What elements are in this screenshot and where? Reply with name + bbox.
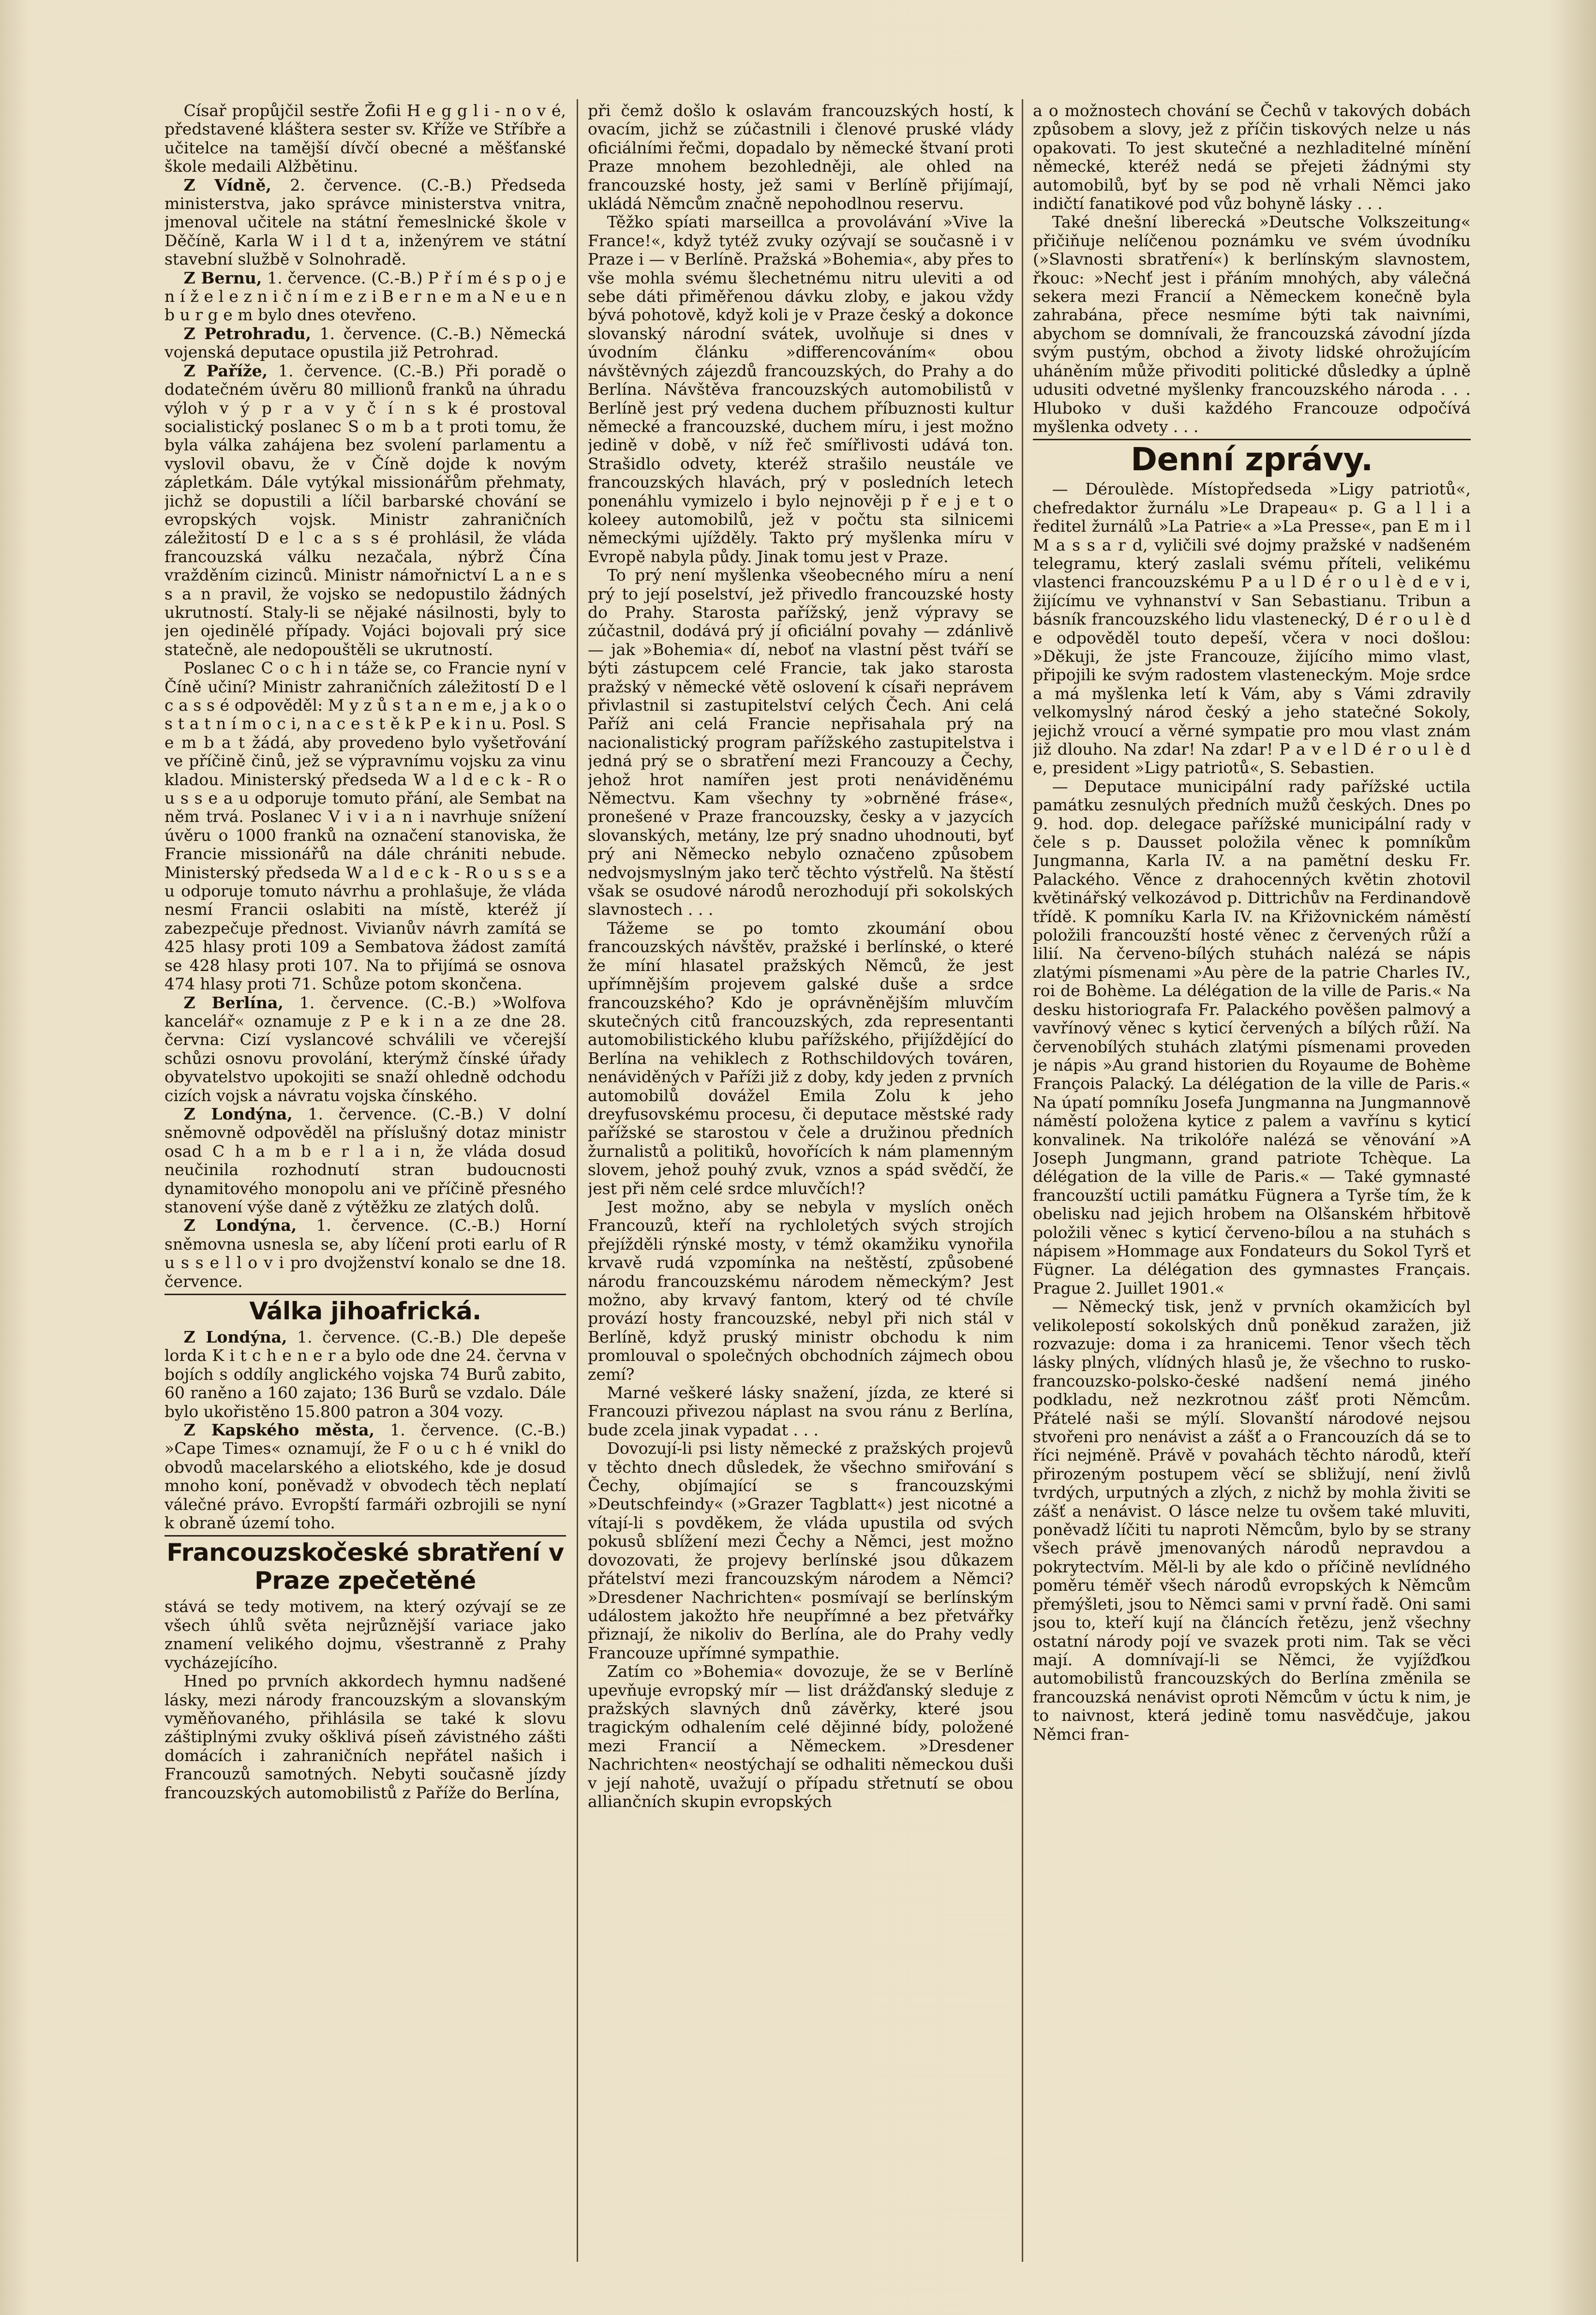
paragraph: a o možnostech chování se Čechů v takových dobách způsobem a slovy, jež z příčin tiskových nelze u nás opakovati. To jest skutečné a nezhladitelné mínění německé, kteréž nedá se přejeti žádnými sty automobilů, byť by se pod ně vrhali Němci jako indičtí fanatikové pod vůz bohyně lásky . . . [1033, 102, 1471, 213]
paragraph-text: 1. července. (C.-B.) Při poradě o dodatečném úvěru 80 millionů franků na úhradu výloh v ý p r a v y č í n s k é prostoval socialistický poslanec S o m b a t proti tomu, že byla válka zahájena bez svolení parlamentu a vyslovil obavu, že v Číně dojde k novým zápletkám. Dále vytýkal missionářům přehmaty, jichž se dopustili a líčil barbarské chování se evropských vojsk. Ministr zahraničních záležitostí D e l c a s s é prohlásil, že vláda francouzská válku nezačala, nýbrž Čína vražděním cizinců. Ministr námořnictví L a n e s s a n pravil, že vojsko se nedopustilo žádných ukrutností. Staly-li se nějaké násilnosti, byly to jen ojedinělé případy. Vojáci bojovali prý sice statečně, ale nedopouštěli se ukrutností. [164, 361, 566, 659]
paragraph-text: 1. července. (C.-B.) P ř í m é s p o j e n í ž e l e z n i č n í m e z i B e r n e m a N e u e n b u r g e m bylo dnes otevřeno. [164, 268, 566, 325]
section-heading: Denní zprávy. [1033, 439, 1471, 477]
section-heading: Válka jihoafrická. [164, 1294, 566, 1325]
column-left [164, 102, 566, 2298]
paragraph-text: 1. července. (C.-B.) Dle depeše lorda K i t c h e n e r a bylo ode dne 24. června v bojích s oddíly anglického vojska 74 Burů zabito, 60 raněno a 160 zajato; 136 Burů se vzdalo. Dále bylo ukořistěno 15.800 patron a 304 vozy. [164, 1328, 566, 1421]
paragraph: stává se tedy motivem, na který ozývají se ze všech úhlů světa nejrůznější variace jako znamení velikého dojmu, všestranně z Prahy vycházejícího. [164, 1597, 566, 1672]
paragraph [164, 1328, 566, 1421]
dateline: Z Londýna, [183, 1104, 293, 1123]
paragraph: — Deputace municipální rady pařížské uctila památku zesnulých předních mužů českých. Dnes po 9. hod. dop. delegace pařížské municipální rady v čele s p. Dausset položila věnec k pomníkům Jungmanna, Karla IV. a na pamětní desku Fr. Palackého. Věnce z drahocenných květin zhotovil květinářský velkozávod p. Dittrichův na Ferdinandově třídě. K pomníku Karla IV. na Křižovnickém náměstí položili francouzští hosté věnec z červených růží a lilií. Na červeno-bílých stuhách nalézá se nápis zlatými písmenami »Au père de la patrie Charles IV., roi de Bohème. La délégation de la ville de Paris.« Na desku historiografa Fr. Palackého pověšen palmový a vavřínový věnec s kyticí červených a bílých růží. Na červenobílých stuhách zlatými písmenami proveden je nápis »Au grand historien du Royaume de Bohème François Palacký. La délégation de la ville de Paris.« Na úpatí pomníku Josefa Jungmanna na Jungmannově náměstí položena kytice z palem a vavřínu s kyticí konvalinek. Na trikolóře nalézá se věnování »A Joseph Jungmann, grand patriote Tchèque. La délégation de la ville de Paris.« — Také gymnasté francouzští uctili památku Fügnera a Tyrše tím, že k obelisku nad jejich hrobem na Olšanském hřbitově položili věnec s kyticí červeno-bílou a na stuhách s nápisem »Hommage aux Fondateurs du Sokol Tyrš et Fügner. La délégation des gymnastes Français. Prague 2. Juillet 1901.« [1033, 777, 1471, 1298]
paragraph-text: 1. července. (C.-B.) Německá vojenská deputace opustila již Petrohrad. [164, 324, 566, 362]
column-rule [1022, 99, 1023, 2262]
section-heading: Francouzskočeské sbratření v Praze zpečetěné [164, 1535, 566, 1595]
dateline: Z Londýna, [183, 1328, 287, 1346]
paragraph [164, 325, 566, 362]
column-rule [577, 99, 578, 2262]
paragraph: Jest možno, aby se nebyla v myslích oněch Francouzů, kteří na rychloletých svých strojích přejížděli rýnské mosty, v témž okamžiku vynořila krvavě rudá vzpomínka na neštěstí, způsobené národu francouzskému národem německým? Jest možno, aby krvavý fantom, který od té chvíle provází hosty francouzské, nebyl při nich stál v Berlíně, když pruský ministr obchodu k nim promlouval o společných obchodních zájmech obou zemí? [588, 1197, 1014, 1384]
paragraph: Tážeme se po tomto zkoumání obou francouzských návštěv, pražské i berlínské, o které že míní hlasatel pražských Němců, že jest upřímnějším projevem galské duše a srdce francouzského? Kdo je oprávněnějším mluvčím skutečných citů francouzských, zda representanti automobilistického klubu pařížského, přijíždějící do Berlína na vehiklech z Rothschildových továren, nenáviděných v Paříži již z doby, kdy jeden z prvních automobilů dovážel Emila Zolu k jeho dreyfusovskému procesu, či deputace městské rady pařížské se starostou v čele a družinou předních žurnalistů a politiků, hovořících k nám plamenným slovem, jehož pouhý zvuk, vznos a spád svědčí, že jest při něm celé srdce mluvčích!? [588, 918, 1014, 1198]
dateline: Z Petrohradu, [183, 324, 312, 343]
dateline: Z Londýna, [183, 1216, 297, 1235]
column-middle [588, 102, 1014, 2298]
paragraph [164, 269, 566, 325]
dateline: Z Berlína, [183, 993, 283, 1012]
column-right [1033, 102, 1471, 2298]
paragraph: Marné veškeré lásky snažení, jízda, ze které si Francouzi přivezou náplast na svou ránu z Berlína, bude zcela jinak vypadat . . . [588, 1383, 1014, 1439]
paragraph [164, 362, 566, 659]
dateline: Z Kapského města, [183, 1420, 375, 1440]
paragraph [164, 1216, 566, 1291]
paragraph: Zatím co »Bohemia« dovozuje, že se v Berlíně upevňuje evropský mír — list drážďanský sleduje z pražských slavných dnů závěrky, které jsou tragickým odhalením celé dějinné bídy, položené mezi Francií a Německem. »Dresdener Nachrichten« neostýchají se odhaliti německou duši v její nahotě, uvažují o případu střetnutí se obou alliančních skupin evropských [588, 1662, 1014, 1811]
paragraph: Dovozují-li psi listy německé z pražských projevů v těchto dnech důsledek, že všechno smiřování s Čechy, objímající se s francouzskými »Deutschfeindy« (»Grazer Tagblatt«) jest nicotné a vítají-li s povděkem, že vláda upustila od svých pokusů sblížení mezi Čechy a Němci, jest možno dovozovati, že projevy berlínské jsou důkazem přátelství mezi francouzským národem a Němci? »Dresdener Nachrichten« posmívají se berlínským událostem jakožto hře neupřímné a bez přetvářky přiznají, že nikoliv do Berlína, ale do Prahy vedly Francouze upřímné sympathie. [588, 1439, 1014, 1662]
paragraph-text: 1. července. (C.-B.) »Wolfova kancelář« oznamuje z P e k i n a ze dne 28. června: Cizí vyslancové schválili ve včerejší schůzi osnovu provolání, kterýmž čínské úřady obyvatelstvo upokojiti se snaží ohledně odchodu cizích vojsk a návratu vojska čínského. [164, 993, 566, 1105]
paragraph: při čemž došlo k oslavám francouzských hostí, k ovacím, jichž se zúčastnili i členové pruské vlády oficiálními řečmi, dopadalo by německé štvaní proti Praze mnohem bezohledněji, ale ohled na francouzské hosty, jež sami v Berlíně přijímají, ukládá Němcům značně nepohodlnou reservu. [588, 102, 1014, 213]
paragraph-text: 1. července. (C.-B.) Horní sněmovna usnesla se, aby líčení proti earlu of R u s s e l l o v i pro dvojženství konalo se dne 18. července. [164, 1216, 566, 1291]
paragraph-text: 1. července. (C.-B.) V dolní sněmovně odpověděl na příslušný dotaz ministr osad C h a m b e r l a i n, že vláda dosud neučinila rozhodnutí stran budoucnosti dynamitového monopolu ani ve příčině přesného stanovení výše daně z výtěžku ze zlatých dolů. [164, 1104, 566, 1216]
dateline: Z Paříže, [183, 361, 268, 380]
paragraph-text: 2. července. (C.-B.) Předseda ministerstva, jako správce ministerstva vnitra, jmenoval učitele na státní řemeslnické škole v Děčíně, Karla W i l d t a, inženýrem ve státní stavební službě v Solnohradě. [164, 175, 566, 269]
dateline: Z Bernu, [183, 268, 262, 287]
paragraph: Císař propůjčil sestře Žofii H e g g l i - n o v é, představené kláštera sester sv. Kříže ve Stříbře a učitelce na tamější dívčí obecné a měšťanské škole medaili Alžbětinu. [164, 102, 566, 176]
paragraph: Těžko spíati marseillca a provolávání »Vive la France!«, když tytéž zvuky ozývají se současně i v Praze i — v Berlíně. Pražská »Bohemia«, aby přes to vše mohla svému šlechetnému nitru uleviti a od sebe dáti přiměřenou dávku zloby, e jakou vždy bývá pohotově, když koli je v Praze český a dokonce slovanský národní svátek, uvolňuje si dnes v úvodním článku »differencováním« obou návštěvných zájezdů francouzských, do Prahy a do Berlína. Návštěva francouzských automobilistů v Berlíně jest prý vedena duchem příbuznosti kultur německé a francouzské, duchem míru, i jest možno jedině v době, v níž řeč smířlivosti udává ton. Strašidlo odvety, kteréž strašilo neustále ve francouzských hlavách, prý v posledních letech ponenáhlu vymizelo i bylo nejnověji p ř e j e t o koleey automobilů, jež v počtu sta silnicemi německými ujížděly. Takto prý myšlenka míru v Evropě nabyla půdy. Jinak tomu jest v Praze. [588, 212, 1014, 566]
paragraph: To prý není myšlenka všeobecného míru a není prý to její poselství, jež přivedlo francouzské hosty do Prahy. Starosta pařížský, jenž výpravy se zúčastnil, dodává prý jí oficiální povahy — zdánlivě — jak »Bohemia« dí, neboť na vlastní pěst tváří se býti zástupcem celé Francie, tak jako starosta pražský v německé větě oslovení k císaři neprávem přivlastnil si zastupitelství celých Čech. Ani celá Paříž ani celá Francie nepřisahala prý na nacionalistický program pařížského zastupitelstva i jedná prý se o sbratření mezi Francouzy a Čechy, jehož hrot namířen jest proti nenáviděnému Němectvu. Kam všechny ty »obrněné fráse«, pronešené v Praze francouzsky, česky a v jazycích slovanských, metány, lze prý snadno uhodnouti, byť prý ani Německo nebylo označeno způsobem nedvojsmyslným jako terč těchto výstřelů. Na štěstí však se osudové národů nerozhodují při sokolských slavnostech . . . [588, 566, 1014, 919]
paragraph: — Německý tisk, jenž v prvních okamžicích byl velikolepostí sokolských dnů poněkud zaražen, již rozvazuje: doma i za hranicemi. Tenor všech těch lásky plných, vlídných hlasů je, že všechno to rusko-francouzsko-polsko-české nadšení nemá jiného podkladu, než nezkrotnou zášť proti Němcům. Přátelé naši se mýlí. Slovanští národové nejsou stvořeni pro nenávist a zášť a o Francouzích dá se to říci nejméně. Právě v povahách těchto národů, kteří přirozeným postupem věcí se sbližují, není živlů tvrdých, urputných a zlých, z nichž by mohla živiti se zášť a nenávist. O lásce nelze tu ovšem také mluviti, poněvadž líčiti tu naproti Němcům, bylo by se strany všech právě jmenovaných národů nepravdou a pokrytectvím. Měl-li by ale kdo o příčině nevlídného poměru téměř všech národů evropských k Němcům přemýšleti, jsou to Němci sami v první řadě. Oni sami jsou to, kteří kují na článcích řetězu, jenž všechny ostatní národy pojí ve svazek proti nim. Tak se věci mají. A domnívají-li se Němci, že vyjížďkou automobilistů francouzských do Berlína změnila se francouzská nenávist oproti Němcům v úctu k nim, je to naivnost, která jedině tomu nasvědčuje, jakou Němci fran- [1033, 1297, 1471, 1744]
dateline: Z Vídně, [183, 175, 271, 194]
paragraph: Také dnešní liberecká »Deutsche Volkszeitung« přičiňuje nelíčenou poznámku ve svém úvodníku (»Slavnosti sbratření«) k berlínským slavnostem, řkouc: »Nechť jest i přáním mnohých, aby válečná sekera mezi Francií a Německem konečně byla zahrabána, přece nesmíme býti tak naivními, abychom se domnívali, že francouzská závodní jízda svým pustým, obchod a životy lidské ohrožujícím uháněním může přivoditi politické důsledky a úplně udusiti odvetné myšlenky francouzského národa . . . Hluboko v duši každého Francouze odpočívá myšlenka odvety . . . [1033, 212, 1471, 436]
paragraph: Hned po prvních akkordech hymnu nadšené lásky, mezi národy francouzským a slovanským vyměňovaného, přihlásila se také k slovu záštiplnými zvuky ošklivá píseň závistného zášti domácích i zahraničních nepřátel našich i Francouzů samotných. Nebyti současně jízdy francouzských automobilistů z Paříže do Berlína, [164, 1672, 566, 1802]
paragraph [164, 1105, 566, 1216]
paragraph [164, 1421, 566, 1532]
paragraph-text: 1. července. (C.-B.) »Cape Times« oznamují, že F o u c h é vnikl do obvodů macelarského a eliotského, kde je dosud mnoho koní, poněvadž v obvodech těch neplatí válečné právo. Evropští farmáři ozbrojili se nyní k obraně území toho. [164, 1420, 566, 1533]
paragraph [164, 994, 566, 1105]
paragraph: — Déroulède. Místopředseda »Ligy patriotů«, chefredaktor žurnálu »Le Drapeau« p. G a l l i a ředitel žurnálů »La Patrie« a »La Presse«, pan E m i l M a s s a r d, vyličili své dojmy pražské v nadšeném telegramu, který zaslali svému příteli, velikému vlastenci francouzskému P a u l D é r o u l è d e v i, žijícímu ve vyhnanství v San Sebastianu. Tribun a básník francouzského lidu vlastenecký, D é r o u l è d e odpověděl touto depeší, včera v noci došlou: »Děkuji, že jste Francouze, žijícího mimo vlast, připojili ke svým radostem vlasteneckým. Moje srdce a má myšlenka letí k Vám, aby s Vámi zdravily velkomyslný národ český a jeho statečné Sokoly, jejichž vroucí a věrné sympatie pro mou vlast znám již dlouho. Na zdar! Na zdar! P a v e l D é r o u l è d e, president »Ligy patriotů«, S. Sebastien. [1033, 479, 1471, 777]
paragraph: Poslanec C o c h i n táže se, co Francie nyní v Číně učiní? Ministr zahraničních záležitostí D e l c a s s é odpověděl: M y z ů s t a n e m e, j a k o o s t a t n í m o c i, n a c e s t ě k P e k i n u. Posl. S e m b a t žádá, aby provedeno bylo vyšetřování ve příčině činů, jež se výpravnímu vojsku za vinu kladou. Ministerský předseda W a l d e c k - R o u s s e a u odporuje tomuto přání, ale Sembat na něm trvá. Poslanec V i v i a n i navrhuje snížení úvěru o 1000 franků na označení stanoviska, že Francie missionářů na dále chrániti nebude. Ministerský předseda W a l d e c k - R o u s s e a u odporuje tomuto návrhu a prohlašuje, že vláda nesmí Francii oslabiti na místě, kteréž jí zabezpečuje přednost. Vivianův návrh zamítá se 425 hlasy proti 109 a Sembatova žádost zamítá se 428 hlasy proti 107. Na to přijímá se osnova 474 hlasy proti 71. Schůze potom skončena. [164, 658, 566, 994]
paragraph [164, 176, 566, 269]
